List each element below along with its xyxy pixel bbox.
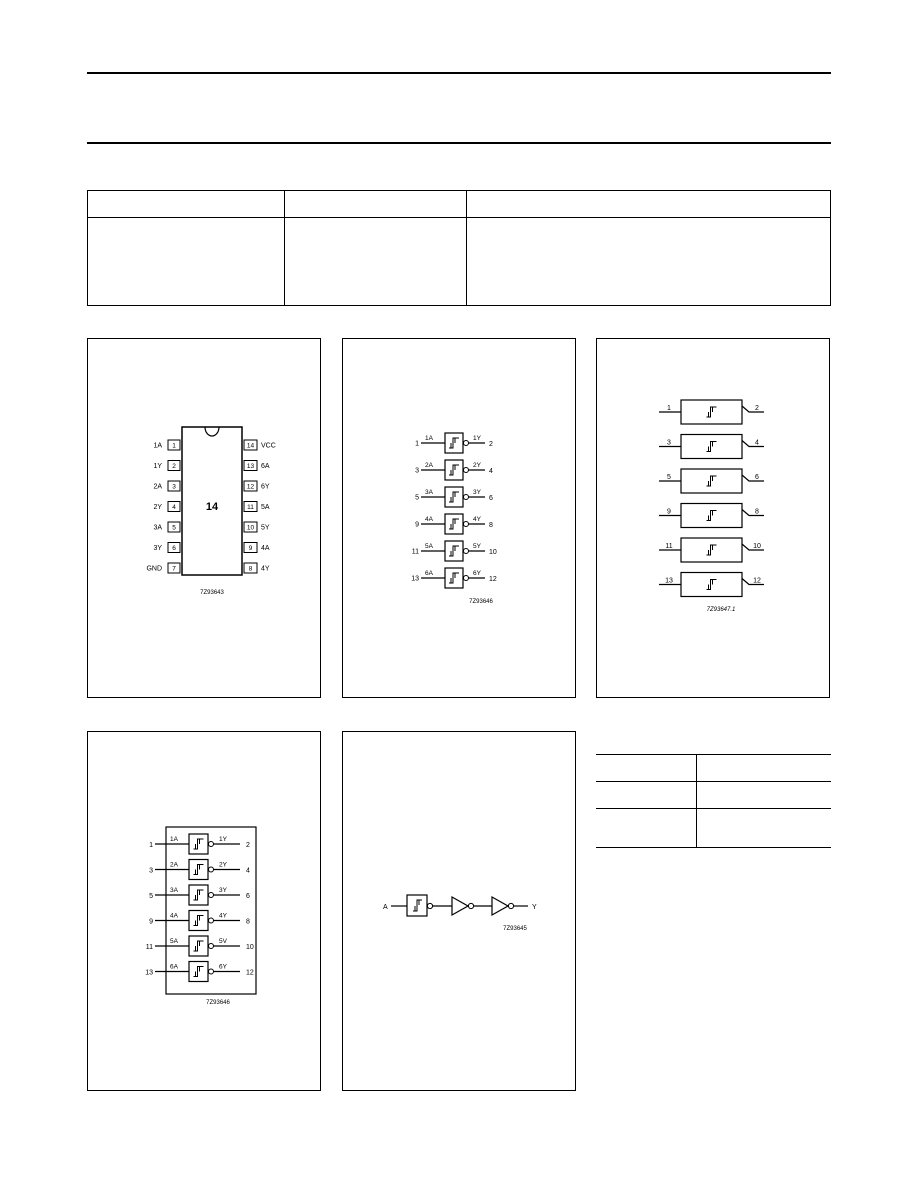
pin-label: 6Y — [261, 483, 270, 491]
table-header-divider — [88, 217, 830, 218]
logic-symbol-panel — [342, 338, 576, 698]
inverter-bubble — [209, 944, 214, 949]
inverter-bubble — [464, 576, 469, 581]
pin-number: 12 — [489, 576, 497, 583]
pin-number: 10 — [753, 543, 761, 550]
pin-number: 13 — [665, 577, 673, 585]
pin-configuration-panel — [87, 338, 321, 698]
output-label: Y — [532, 904, 537, 911]
pin-label: 2A — [153, 483, 162, 491]
logic-diagram-panel — [342, 731, 576, 1091]
input-label: 3A — [170, 887, 178, 894]
hysteresis-icon — [194, 916, 204, 926]
output-label: 6Y — [473, 570, 481, 577]
pin-label: 4A — [261, 545, 270, 552]
hysteresis-icon — [194, 890, 204, 900]
pin-label: GND — [146, 565, 162, 573]
pin-number: 4 — [172, 504, 176, 511]
iec-gate — [659, 469, 764, 493]
iec-gate — [659, 573, 764, 597]
hysteresis-icon — [707, 511, 717, 521]
pin-right — [244, 481, 270, 491]
hysteresis-icon — [707, 580, 717, 590]
pin-right — [244, 461, 270, 471]
pin-number: 8 — [489, 522, 493, 529]
hysteresis-icon — [449, 573, 459, 583]
hysteresis-icon — [194, 865, 204, 875]
negation-indicator — [742, 475, 764, 481]
output-label: 5Y — [473, 543, 481, 550]
pin-number: 6 — [755, 474, 759, 481]
iec-logic-symbol-diagram — [597, 339, 831, 699]
input-label: 2A — [170, 861, 178, 869]
inverter-bubble — [464, 441, 469, 446]
logic-gate — [415, 514, 493, 534]
inverter-bubble — [464, 495, 469, 500]
iec-gate — [659, 435, 764, 459]
pin-number: 1 — [149, 842, 153, 849]
pin-left — [146, 563, 180, 573]
negation-indicator — [742, 406, 764, 412]
pin-right — [244, 522, 270, 532]
inverter-bubble — [209, 969, 214, 974]
pin-number: 6 — [489, 495, 493, 502]
pin-number: 6 — [172, 545, 176, 552]
pin-number: 6 — [246, 893, 250, 900]
pin-number: 2 — [489, 441, 493, 448]
logic-gate — [412, 541, 497, 561]
hysteresis-icon — [194, 941, 204, 951]
pin-number: 2 — [755, 405, 759, 412]
top-rule — [87, 72, 831, 74]
function-table — [596, 754, 831, 848]
pin-number: 3 — [667, 439, 671, 447]
pin-number: 11 — [411, 548, 419, 556]
pin-number: 10 — [246, 524, 255, 532]
pin-number: 8 — [248, 565, 253, 573]
pin-label: VCC — [261, 442, 276, 450]
negation-indicator — [742, 441, 764, 447]
hysteresis-icon — [449, 492, 459, 502]
pin-label: 5Y — [261, 524, 270, 532]
pin-number: 8 — [755, 508, 759, 516]
schmitt-trigger-gate — [445, 433, 463, 453]
schmitt-trigger-gate — [189, 860, 208, 880]
output-label: 1Y — [219, 836, 227, 843]
logic-gate — [415, 460, 493, 480]
hysteresis-icon — [707, 442, 717, 452]
header-rule — [87, 142, 831, 144]
input-label: 2A — [425, 462, 433, 469]
pin-number: 1 — [415, 440, 419, 448]
output-label: 5V — [219, 938, 227, 945]
iec-gate-box — [681, 504, 742, 528]
iec-gate — [659, 504, 764, 528]
output-label: 2Y — [219, 861, 227, 869]
inverter-bubble — [209, 842, 214, 847]
input-label: 3A — [425, 489, 433, 496]
pin-number: 3 — [415, 467, 419, 475]
table-column-divider — [284, 191, 285, 305]
hysteresis-icon — [449, 519, 459, 529]
pin-number: 9 — [248, 545, 253, 552]
iec-gate-box — [681, 400, 742, 424]
pin-number: 3 — [149, 867, 153, 875]
figure-code: 7Z93643 — [200, 590, 224, 596]
input-label: A — [383, 904, 388, 911]
pin-number: 9 — [149, 918, 153, 926]
inverter-bubble — [464, 522, 469, 527]
schmitt-trigger-gate — [189, 911, 208, 931]
hysteresis-icon — [707, 545, 717, 555]
input-label: 5A — [425, 543, 433, 550]
pin-number: 10 — [246, 944, 254, 951]
pin-number: 10 — [489, 549, 497, 556]
table-column-divider — [696, 755, 697, 847]
functional-gate — [149, 860, 250, 880]
pin-number: 2 — [246, 842, 250, 849]
output-label: 4Y — [219, 912, 227, 920]
table-row-divider — [596, 808, 831, 809]
input-label: 1A — [425, 435, 433, 442]
pin-label: 3A — [153, 524, 162, 532]
pin-configuration-diagram — [88, 339, 322, 699]
functional-diagram — [88, 732, 322, 1094]
pin-label: 6A — [261, 463, 270, 470]
hysteresis-icon — [194, 839, 204, 849]
inverter-bubble — [427, 903, 432, 908]
pin-number: 13 — [411, 575, 419, 583]
figure-code: 7Z93647.1 — [706, 607, 736, 613]
pin-number: 11 — [247, 504, 254, 511]
pin-number: 4 — [755, 439, 759, 447]
input-label: 1A — [170, 836, 178, 843]
logic-symbol-diagram — [343, 339, 577, 699]
output-label: 4Y — [473, 516, 481, 523]
pin-left — [153, 440, 180, 450]
pin-left — [153, 502, 180, 512]
pin-number: 5 — [667, 474, 671, 481]
pin-number: 5 — [172, 524, 176, 532]
functional-gate — [149, 911, 250, 931]
pin-number: 3 — [172, 483, 176, 491]
chip-number: 14 — [205, 501, 219, 513]
hysteresis-icon — [707, 407, 717, 417]
iec-logic-symbol-panel — [596, 338, 830, 698]
hysteresis-icon — [413, 900, 422, 911]
pin-number: 5 — [149, 893, 153, 900]
schmitt-trigger-gate — [445, 541, 463, 561]
pin-number: 5 — [415, 494, 419, 502]
functional-gate — [145, 962, 254, 982]
hysteresis-icon — [194, 967, 204, 977]
hysteresis-icon — [449, 546, 459, 556]
pin-number: 12 — [246, 483, 255, 491]
figure-code: 7Z93645 — [503, 926, 527, 932]
iec-gate — [659, 538, 764, 562]
inverter-bubble — [464, 549, 469, 554]
pin-number: 13 — [145, 969, 153, 977]
functional-gate — [149, 885, 250, 905]
pin-right — [244, 543, 270, 553]
input-label: 4A — [425, 516, 433, 523]
schmitt-trigger-gate — [189, 834, 208, 854]
functional-diagram-panel — [87, 731, 321, 1091]
pin-left — [153, 522, 180, 532]
pin-label: 5A — [261, 504, 270, 511]
input-label: 5A — [170, 938, 178, 945]
pin-left — [153, 543, 180, 553]
pin-label: 1A — [153, 442, 162, 450]
logic-gate — [411, 568, 497, 588]
schmitt-trigger-gate — [189, 885, 208, 905]
pin-number: 9 — [667, 508, 671, 516]
figure-code: 7Z93646 — [469, 599, 493, 605]
schmitt-trigger-gate — [445, 514, 463, 534]
pin-number: 12 — [246, 969, 254, 977]
pin-number: 4 — [246, 867, 250, 875]
pin-number: 13 — [246, 463, 255, 470]
pin-number: 12 — [753, 577, 761, 585]
inverter-bubble — [209, 867, 214, 872]
schmitt-trigger-gate — [445, 568, 463, 588]
pin-number: 14 — [246, 442, 255, 450]
table-column-divider — [466, 191, 467, 305]
input-label: 6A — [170, 963, 178, 971]
pin-number: 1 — [667, 405, 671, 412]
inverter-bubble — [209, 918, 214, 923]
pin-number: 1 — [172, 442, 176, 450]
iec-gate-box — [681, 435, 742, 459]
negation-indicator — [742, 510, 764, 516]
functional-gate — [149, 834, 250, 854]
pin-description-table — [87, 190, 831, 306]
buffer-triangle — [452, 897, 468, 915]
pin-label: 2Y — [153, 504, 162, 511]
functional-gate — [146, 936, 254, 956]
schmitt-trigger-gate — [445, 487, 463, 507]
iec-gate-box — [681, 469, 742, 493]
output-label: 3Y — [473, 489, 481, 496]
iec-gate — [659, 400, 764, 424]
output-label: 6Y — [219, 963, 227, 971]
input-label: 4A — [170, 912, 178, 920]
input-label: 6A — [425, 570, 433, 577]
output-label: 1Y — [473, 435, 481, 442]
pin-left — [153, 481, 180, 491]
hysteresis-icon — [707, 476, 717, 486]
pin-number: 2 — [172, 463, 176, 470]
figure-code: 7Z93646 — [206, 1000, 230, 1006]
pin-right — [244, 440, 276, 450]
output-label: 3Y — [219, 887, 227, 894]
pin-left — [153, 461, 180, 471]
pin-right — [244, 563, 270, 573]
iec-gate-box — [681, 538, 742, 562]
buffer-triangle — [492, 897, 508, 915]
pin-label: 4Y — [261, 565, 270, 573]
schmitt-trigger-gate — [445, 460, 463, 480]
iec-gate-box — [681, 573, 742, 597]
pin-number: 8 — [246, 918, 250, 926]
hysteresis-icon — [449, 465, 459, 475]
output-label: 2Y — [473, 462, 481, 469]
schmitt-trigger-gate — [189, 936, 208, 956]
hysteresis-icon — [449, 438, 459, 448]
logic-gate — [415, 433, 493, 453]
pin-number: 11 — [145, 944, 153, 951]
pin-label: 3Y — [153, 545, 162, 552]
pin-number: 4 — [489, 468, 493, 475]
inverter-bubble — [464, 468, 469, 473]
pin-number: 11 — [665, 543, 673, 550]
logic-gate — [415, 487, 493, 507]
pin-number: 9 — [415, 521, 419, 529]
table-row-divider — [596, 781, 831, 782]
pin-label: 1Y — [153, 463, 162, 470]
pin-number: 7 — [172, 565, 176, 573]
pin-right — [244, 502, 270, 512]
single-gate-logic-diagram — [343, 732, 577, 1094]
inverter-bubble — [209, 893, 214, 898]
schmitt-trigger-gate — [189, 962, 208, 982]
